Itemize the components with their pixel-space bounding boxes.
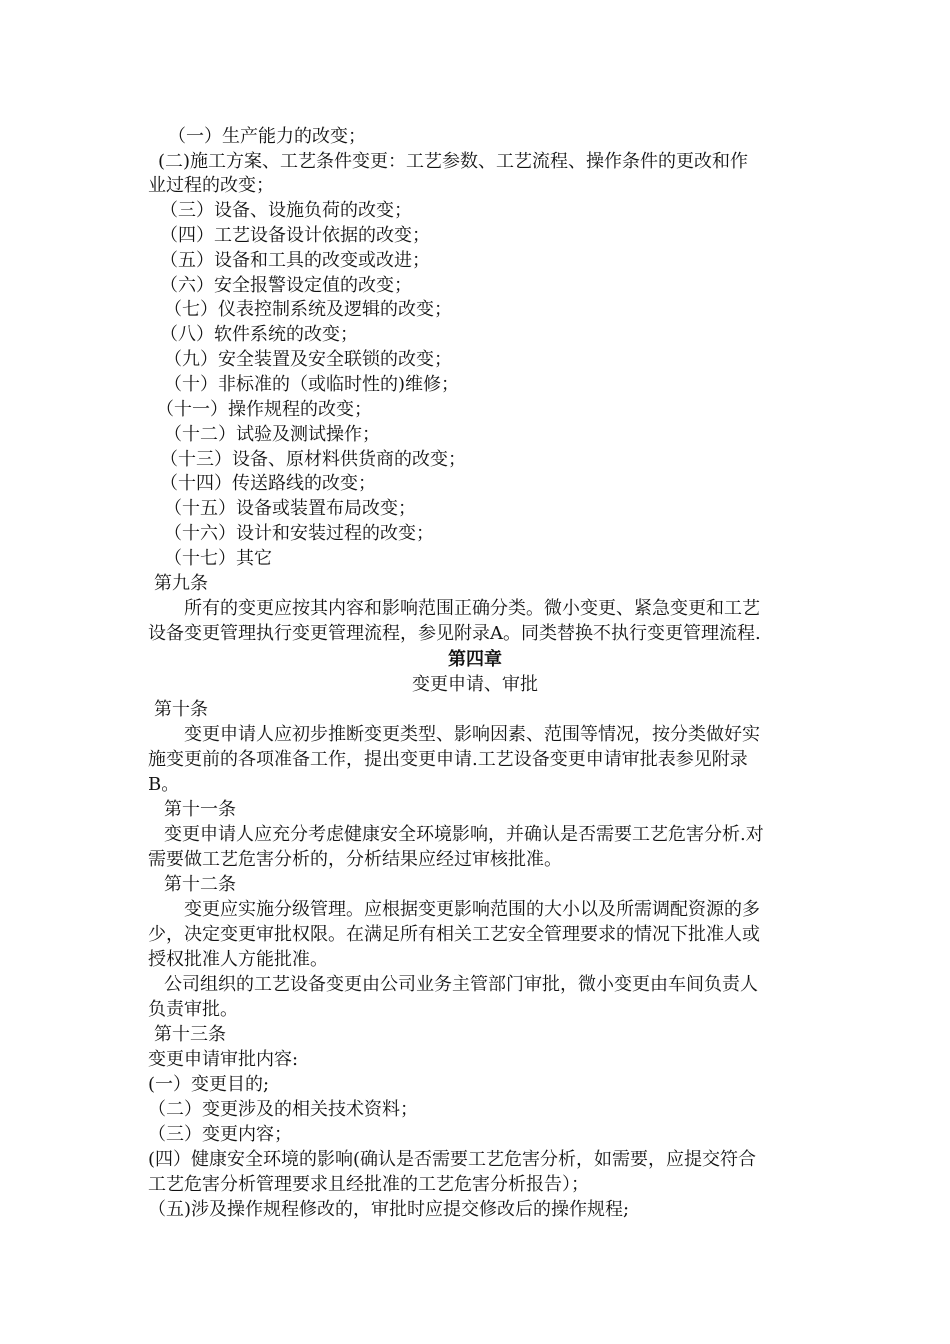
list-item: （十三）设备、原材料供货商的改变； [160, 449, 466, 470]
paragraph-line: 授权批准人方能批准。 [148, 949, 328, 970]
paragraph-line: B。 [148, 774, 180, 795]
list-item: （六）安全报警设定值的改变； [160, 275, 412, 296]
list-item: （三）设备、设施负荷的改变； [160, 200, 412, 221]
chapter-title: 变更申请、审批 [412, 674, 538, 695]
list-item: （十）非标准的（或临时性的)维修； [164, 374, 460, 395]
article-title: 第十条 [154, 699, 208, 720]
paragraph-line: 所有的变更应按其内容和影响范围正确分类。微小变更、紧急变更和工艺 [184, 598, 760, 619]
list-item: （十四）传送路线的改变； [160, 473, 376, 494]
chapter-number: 第四章 [448, 649, 502, 670]
list-item: （五)涉及操作规程修改的，审批时应提交修改后的操作规程; [148, 1199, 630, 1220]
list-item: 工艺危害分析管理要求且经批准的工艺危害分析报告）； [148, 1174, 589, 1195]
list-item: （八）软件系统的改变； [160, 324, 358, 345]
list-item: （五）设备和工具的改变或改进； [160, 250, 430, 271]
article-title: 第九条 [154, 573, 208, 594]
list-item: （十二）试验及测试操作； [164, 424, 380, 445]
paragraph-line: 施变更前的各项准备工作，提出变更申请.工艺设备变更申请审批表参见附录 [148, 749, 748, 770]
list-item: （三）变更内容； [148, 1124, 292, 1145]
list-item: （九）安全装置及安全联锁的改变； [164, 349, 452, 370]
article-title: 第十一条 [164, 799, 236, 820]
paragraph-line: 负责审批。 [148, 999, 238, 1020]
paragraph-line: 变更申请人应充分考虑健康安全环境影响，并确认是否需要工艺危害分析.对 [164, 824, 764, 845]
paragraph-line: 变更应实施分级管理。应根据变更影响范围的大小以及所需调配资源的多 [184, 899, 760, 920]
article-title: 第十三条 [154, 1024, 226, 1045]
list-item: （十七）其它 [164, 548, 272, 569]
paragraph-line: 变更申请审批内容: [148, 1049, 299, 1070]
list-item: （七）仪表控制系统及逻辑的改变； [164, 299, 452, 320]
paragraph-line: 设备变更管理执行变更管理流程，参见附录A。同类替换不执行变更管理流程. [148, 623, 761, 644]
article-title: 第十二条 [164, 874, 236, 895]
paragraph-line: 需要做工艺危害分析的，分析结果应经过审核批准。 [148, 849, 562, 870]
list-item: （十一）操作规程的改变； [156, 399, 372, 420]
list-item: (二)施工方案、工艺条件变更：工艺参数、工艺流程、操作条件的更改和作 [158, 151, 749, 172]
list-item: （一）生产能力的改变； [168, 126, 366, 147]
list-item: (一）变更目的; [148, 1074, 270, 1095]
paragraph-line: 变更申请人应初步推断变更类型、影响因素、范围等情况，按分类做好实 [184, 724, 760, 745]
paragraph-line: 公司组织的工艺设备变更由公司业务主管部门审批，微小变更由车间负责人 [164, 974, 758, 995]
paragraph-line: 少，决定变更审批权限。在满足所有相关工艺安全管理要求的情况下批准人或 [148, 924, 760, 945]
list-item: （四）工艺设备设计依据的改变； [160, 225, 430, 246]
list-item: (四）健康安全环境的影响(确认是否需要工艺危害分析，如需要，应提交符合 [148, 1149, 757, 1170]
list-item: （十六）设计和安装过程的改变； [164, 523, 434, 544]
list-item: （十五）设备或装置布局改变； [164, 498, 416, 519]
list-item: （二）变更涉及的相关技术资料； [148, 1099, 418, 1120]
list-item: 业过程的改变； [148, 175, 274, 196]
